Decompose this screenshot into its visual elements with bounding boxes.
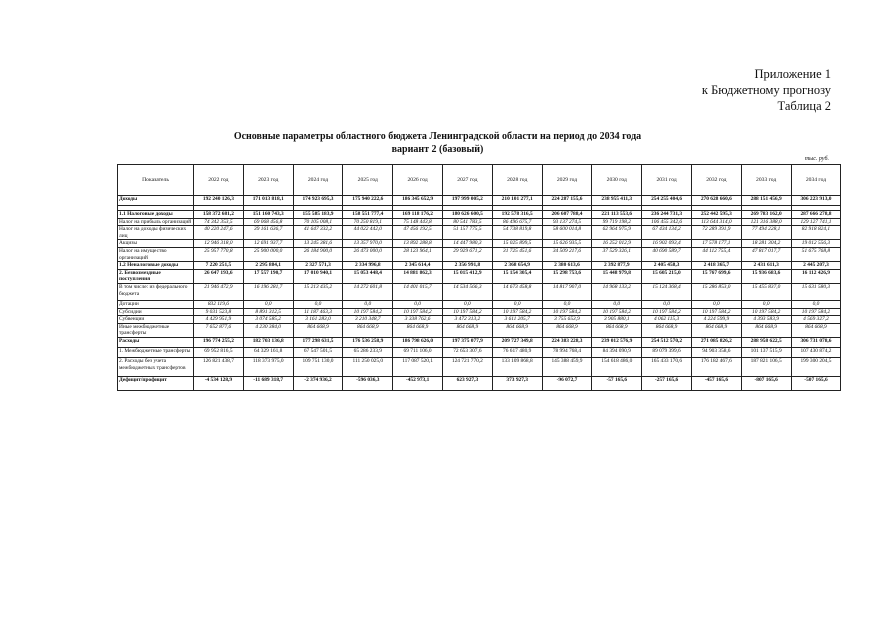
table-body <box>118 196 841 391</box>
table-cell: 74 342 353,5 <box>194 218 244 226</box>
header-year: 2033 год <box>741 165 791 196</box>
table-cell: 206 607 788,4 <box>542 211 592 219</box>
table-cell: 287 666 278,8 <box>791 211 841 219</box>
table-cell: 176 182 467,6 <box>691 357 741 376</box>
table-cell: 14 817 907,0 <box>542 283 592 300</box>
table-cell: 0,0 <box>691 300 741 308</box>
table-cell: 10 197 584,2 <box>691 308 741 316</box>
table-cell: 15 154 305,4 <box>492 269 542 283</box>
table-cell: -257 165,6 <box>642 376 692 390</box>
appendix-line-2: к Бюджетному прогнозу <box>701 83 831 97</box>
table-cell: 15 626 935,5 <box>542 240 592 248</box>
table-cell: 107 430 874,2 <box>791 347 841 357</box>
table-cell: 12 691 937,7 <box>243 240 293 248</box>
table-cell: 864 668,9 <box>542 323 592 337</box>
header-year: 2031 год <box>642 165 692 196</box>
table-cell: 269 783 162,0 <box>741 211 791 219</box>
table-cell: 177 298 631,5 <box>293 337 343 347</box>
table-cell: 94 903 358,6 <box>691 347 741 357</box>
table-row <box>118 337 841 347</box>
table-cell: 15 015 412,9 <box>442 269 492 283</box>
table-cell: 197 999 005,2 <box>442 196 492 206</box>
table-cell: 93 137 274,5 <box>542 218 592 226</box>
header-year: 2028 год <box>492 165 542 196</box>
table-cell: -2 374 936,2 <box>293 376 343 390</box>
table-row <box>118 218 841 226</box>
table-cell: 10 197 584,2 <box>393 308 443 316</box>
table-cell: 40 220 247,6 <box>194 226 244 240</box>
table-cell: 145 388 459,9 <box>542 357 592 376</box>
table-cell: 151 160 743,3 <box>243 211 293 219</box>
table-cell: 26 184 900,0 <box>293 247 343 261</box>
table-cell: 67 547 501,5 <box>293 347 343 357</box>
table-cell: 14 534 566,3 <box>442 283 492 300</box>
budget-table <box>117 164 841 391</box>
table-cell: 133 109 868,8 <box>492 357 542 376</box>
document-subtitle: вариант 2 (базовый) <box>391 144 484 155</box>
table-cell: 65 286 233,9 <box>343 347 393 357</box>
table-cell: 14 447 980,3 <box>442 240 492 248</box>
table-cell: 58 600 014,8 <box>542 226 592 240</box>
table-cell: 238 955 411,3 <box>592 196 642 206</box>
row-label: 1.1 Налоговые доходы <box>118 211 194 219</box>
table-cell: 306 731 078,6 <box>791 337 841 347</box>
table-row <box>118 269 841 283</box>
table-cell: 864 668,9 <box>642 323 692 337</box>
table-cell: 864 668,9 <box>293 323 343 337</box>
table-row <box>118 357 841 376</box>
row-label: Налог на имущество организаций <box>118 247 194 261</box>
table-cell: 10 197 584,2 <box>492 308 542 316</box>
table-cell: 16 196 281,7 <box>243 283 293 300</box>
table-cell: 3 161 283,0 <box>293 316 343 324</box>
table-cell: 15 053 448,4 <box>343 269 393 283</box>
table-cell: 72 289 391,9 <box>691 226 741 240</box>
appendix-block <box>702 66 831 114</box>
table-cell: 154 618 486,0 <box>592 357 642 376</box>
table-cell: 254 512 570,2 <box>642 337 692 347</box>
table-cell: 12 946 318,0 <box>194 240 244 248</box>
table-cell: 155 585 183,9 <box>293 211 343 219</box>
table-cell: 0,0 <box>442 300 492 308</box>
table-cell: 0,0 <box>592 300 642 308</box>
table-cell: 126 821 438,7 <box>194 357 244 376</box>
table-cell: 64 329 161,8 <box>243 347 293 357</box>
table-cell: 16 112 426,9 <box>791 269 841 283</box>
table-cell: 25 900 000,0 <box>243 247 293 261</box>
row-label: Субсидии <box>118 308 194 316</box>
header-year: 2030 год <box>592 165 642 196</box>
table-cell: 44 022 442,0 <box>343 226 393 240</box>
table-cell: 69 952 816,5 <box>194 347 244 357</box>
table-row <box>118 308 841 316</box>
table-cell: 25 957 770,8 <box>194 247 244 261</box>
table-cell: 224 287 155,6 <box>542 196 592 206</box>
table-row <box>118 300 841 308</box>
table-cell: 41 647 332,2 <box>293 226 343 240</box>
table-cell: 86 496 675,7 <box>492 218 542 226</box>
table-cell: -457 165,6 <box>691 376 741 390</box>
table-cell: 187 821 106,5 <box>741 357 791 376</box>
row-label: Дотации <box>118 300 194 308</box>
table-header-row <box>118 165 841 196</box>
table-cell: 169 118 176,2 <box>393 211 443 219</box>
table-cell: -96 072,7 <box>542 376 592 390</box>
table-cell: 69 711 106,0 <box>393 347 443 357</box>
table-cell: 129 127 741,1 <box>791 218 841 226</box>
table-cell: 10 197 584,2 <box>642 308 692 316</box>
table-cell: 158 372 681,2 <box>194 211 244 219</box>
table-cell: 2 431 611,3 <box>741 262 791 270</box>
table-cell: 10 197 584,2 <box>791 308 841 316</box>
table-cell: 4 230 384,0 <box>243 323 293 337</box>
table-cell: 4 393 583,9 <box>741 316 791 324</box>
table-cell: 210 101 277,1 <box>492 196 542 206</box>
table-cell: 174 923 695,3 <box>293 196 343 206</box>
table-cell: 15 286 853,0 <box>691 283 741 300</box>
table-cell: 2 405 458,3 <box>642 262 692 270</box>
table-cell: 8 891 312,5 <box>243 308 293 316</box>
table-cell: 111 250 025,0 <box>343 357 393 376</box>
table-cell: 4 429 951,9 <box>194 316 244 324</box>
table-cell: 70 105 008,1 <box>293 218 343 226</box>
row-label: 1.2 Неналоговые доходы <box>118 262 194 270</box>
table-cell: 239 012 576,9 <box>592 337 642 347</box>
table-cell: 192 240 126,3 <box>194 196 244 206</box>
table-cell: 158 551 777,4 <box>343 211 393 219</box>
table-cell: 76 617 480,9 <box>492 347 542 357</box>
units-label: тыс. руб. <box>804 156 829 162</box>
table-cell: 11 187 463,3 <box>293 308 343 316</box>
table-cell: -807 165,6 <box>741 376 791 390</box>
table-cell: 0,0 <box>492 300 542 308</box>
appendix-line-3: Таблица 2 <box>777 99 831 113</box>
table-cell: 186 345 652,9 <box>393 196 443 206</box>
header-year: 2032 год <box>691 165 741 196</box>
table-cell: 4 569 327,2 <box>791 316 841 324</box>
table-cell: 2 345 614,4 <box>393 262 443 270</box>
table-cell: 10 197 584,2 <box>542 308 592 316</box>
table-cell: 3 074 585,2 <box>243 316 293 324</box>
table-cell: 14 401 015,7 <box>393 283 443 300</box>
table-cell: 62 964 975,9 <box>592 226 642 240</box>
row-label: 1. Межбюджетные трансферты <box>118 347 194 357</box>
row-label: Налог на доходы физических лиц <box>118 226 194 240</box>
table-cell: 2 295 884,1 <box>243 262 293 270</box>
table-cell: 252 442 595,3 <box>691 211 741 219</box>
row-label: Расходы <box>118 337 194 347</box>
table-cell: 3 755 653,9 <box>542 316 592 324</box>
header-year: 2023 год <box>243 165 293 196</box>
table-cell: 47 817 017,7 <box>741 247 791 261</box>
table-row <box>118 316 841 324</box>
header-year: 2024 год <box>293 165 343 196</box>
table-cell: 106 455 342,6 <box>642 218 692 226</box>
table-cell: 77 494 228,1 <box>741 226 791 240</box>
row-label: 2. Расходы без учета межбюджетных трансфертов <box>118 357 194 376</box>
table-cell: 306 223 913,0 <box>791 196 841 206</box>
table-row <box>118 323 841 337</box>
table-cell: 15 124 368,4 <box>642 283 692 300</box>
table-cell: 70 250 819,1 <box>343 218 393 226</box>
table-cell: 7 220 251,5 <box>194 262 244 270</box>
header-year: 2025 год <box>343 165 393 196</box>
table-cell: 26 473 000,0 <box>343 247 393 261</box>
header-year: 2029 год <box>542 165 592 196</box>
table-cell: 2 445 207,3 <box>791 262 841 270</box>
header-year: 2034 год <box>791 165 841 196</box>
table-cell: 80 541 783,5 <box>442 218 492 226</box>
row-label: Иные межбюджетные трансферты <box>118 323 194 337</box>
table-cell: 13 357 970,0 <box>343 240 393 248</box>
row-label: Налог на прибыль организаций <box>118 218 194 226</box>
table-cell: 175 940 222,6 <box>343 196 393 206</box>
table-cell: 4 224 599,9 <box>691 316 741 324</box>
table-cell: 373 927,3 <box>492 376 542 390</box>
table-cell: 15 767 699,6 <box>691 269 741 283</box>
table-cell: 270 628 660,6 <box>691 196 741 206</box>
row-label: Доходы <box>118 196 194 206</box>
row-label: В том числе: из федерального бюджета <box>118 283 194 300</box>
table-cell: 19 012 556,3 <box>791 240 841 248</box>
table-cell: 0,0 <box>293 300 343 308</box>
table-cell: 224 383 228,3 <box>542 337 592 347</box>
table-cell: 2 327 571,3 <box>293 262 343 270</box>
table-row <box>118 247 841 261</box>
table-row <box>118 240 841 248</box>
table-cell: 39 161 636,7 <box>243 226 293 240</box>
table-cell: 16 252 012,9 <box>592 240 642 248</box>
table-cell: 2 334 996,8 <box>343 262 393 270</box>
table-cell: -507 165,6 <box>791 376 841 390</box>
table-cell: 15 298 753,6 <box>542 269 592 283</box>
table-cell: 271 085 826,2 <box>691 337 741 347</box>
row-label: Субвенции <box>118 316 194 324</box>
table-cell: 14 968 133,2 <box>592 283 642 300</box>
table-cell: 10 197 584,2 <box>343 308 393 316</box>
table-cell: 623 927,3 <box>442 376 492 390</box>
table-cell: 171 013 818,1 <box>243 196 293 206</box>
table-cell: 15 448 979,8 <box>592 269 642 283</box>
table-cell: 236 244 731,3 <box>642 211 692 219</box>
table-cell: 864 668,9 <box>343 323 393 337</box>
table-cell: 0,0 <box>343 300 393 308</box>
table-cell: 832 119,6 <box>194 300 244 308</box>
table-cell: 3 905 880,1 <box>592 316 642 324</box>
table-cell: 0,0 <box>741 300 791 308</box>
table-cell: 864 668,9 <box>393 323 443 337</box>
document-title-block <box>0 130 875 156</box>
table-cell: 0,0 <box>393 300 443 308</box>
table-cell: 864 668,9 <box>492 323 542 337</box>
table-cell: -11 689 318,7 <box>243 376 293 390</box>
table-cell: 44 112 755,4 <box>691 247 741 261</box>
table-row <box>118 262 841 270</box>
table-cell: 2 356 991,8 <box>442 262 492 270</box>
header-year: 2026 год <box>393 165 443 196</box>
table-cell: 2 418 365,7 <box>691 262 741 270</box>
table-cell: 124 721 770,2 <box>442 357 492 376</box>
table-cell: 75 148 443,8 <box>393 218 443 226</box>
table-cell: 254 255 404,6 <box>642 196 692 206</box>
table-cell: 3 472 313,2 <box>442 316 492 324</box>
table-cell: 3 210 348,7 <box>343 316 393 324</box>
table-cell: 10 197 584,2 <box>592 308 642 316</box>
table-cell: 864 668,9 <box>791 323 841 337</box>
table-cell: 101 137 515,9 <box>741 347 791 357</box>
table-cell: 26 647 193,6 <box>194 269 244 283</box>
table-cell: -57 165,6 <box>592 376 642 390</box>
table-cell: 69 068 456,8 <box>243 218 293 226</box>
table-cell: 864 668,9 <box>741 323 791 337</box>
table-cell: 113 644 314,0 <box>691 218 741 226</box>
table-cell: 4 062 115,3 <box>642 316 692 324</box>
table-cell: -452 973,1 <box>393 376 443 390</box>
table-cell: 37 529 326,1 <box>592 247 642 261</box>
table-cell: 17 010 940,1 <box>293 269 343 283</box>
table-cell: 14 272 601,8 <box>343 283 393 300</box>
table-cell: 10 197 584,2 <box>442 308 492 316</box>
table-cell: 0,0 <box>642 300 692 308</box>
table-cell: 182 703 136,8 <box>243 337 293 347</box>
table-cell: 118 373 975,0 <box>243 357 293 376</box>
table-cell: 34 509 217,6 <box>542 247 592 261</box>
table-cell: 15 631 580,3 <box>791 283 841 300</box>
table-cell: 176 536 258,9 <box>343 337 393 347</box>
table-cell: 51 675 768,8 <box>791 247 841 261</box>
table-cell: 3 338 762,6 <box>393 316 443 324</box>
table-cell: 165 433 170,6 <box>642 357 692 376</box>
header-year: 2027 год <box>442 165 492 196</box>
table-row <box>118 347 841 357</box>
table-cell: 16 902 093,4 <box>642 240 692 248</box>
table-row <box>118 211 841 219</box>
row-label: 2. Безвозмездные поступления <box>118 269 194 283</box>
table-row <box>118 196 841 206</box>
table-cell: 17 557 190,7 <box>243 269 293 283</box>
table-cell: 2 392 877,9 <box>592 262 642 270</box>
table-cell: 0,0 <box>542 300 592 308</box>
table-cell: 13 245 381,6 <box>293 240 343 248</box>
table-cell: 2 368 654,9 <box>492 262 542 270</box>
table-cell: 89 079 399,6 <box>642 347 692 357</box>
table-cell: 15 936 683,6 <box>741 269 791 283</box>
table-cell: 15 025 899,5 <box>492 240 542 248</box>
table-cell: 67 434 134,2 <box>642 226 692 240</box>
table-cell: 54 738 819,8 <box>492 226 542 240</box>
table-cell: 84 394 090,9 <box>592 347 642 357</box>
table-row <box>118 226 841 240</box>
table-cell: 13 892 288,8 <box>393 240 443 248</box>
table-cell: 29 929 671,2 <box>442 247 492 261</box>
table-row <box>118 376 841 390</box>
appendix-line-1: Приложение 1 <box>754 67 831 81</box>
table-cell: 78 994 768,4 <box>542 347 592 357</box>
table-cell: 28 123 964,1 <box>393 247 443 261</box>
table-cell: 15 605 215,0 <box>642 269 692 283</box>
table-cell: 18 281 304,2 <box>741 240 791 248</box>
table-cell: 121 316 388,0 <box>741 218 791 226</box>
table-cell: 288 151 456,9 <box>741 196 791 206</box>
row-label: Акцизы <box>118 240 194 248</box>
table-cell: 40 690 589,7 <box>642 247 692 261</box>
table-cell: 288 958 622,5 <box>741 337 791 347</box>
table-cell: 117 087 520,1 <box>393 357 443 376</box>
table-cell: 199 300 204,5 <box>791 357 841 376</box>
table-cell: 0,0 <box>243 300 293 308</box>
table-cell: 72 653 307,6 <box>442 347 492 357</box>
table-cell: 186 798 626,0 <box>393 337 443 347</box>
header-year: 2022 год <box>194 165 244 196</box>
document-title: Основные параметры областного бюджета Ленинградской области на период до 2034 года <box>233 131 642 142</box>
table-cell: -4 534 128,9 <box>194 376 244 390</box>
table-cell: 14 673 458,8 <box>492 283 542 300</box>
table-cell: 10 197 584,2 <box>741 308 791 316</box>
row-label: Дефицит/профицит <box>118 376 194 390</box>
header-indicator: Показатель <box>118 165 194 196</box>
table-cell: 99 719 198,2 <box>592 218 642 226</box>
table-cell: -596 036,3 <box>343 376 393 390</box>
table-cell: 864 668,9 <box>442 323 492 337</box>
table-cell: 0,0 <box>791 300 841 308</box>
table-cell: 51 157 775,5 <box>442 226 492 240</box>
table-cell: 7 652 877,6 <box>194 323 244 337</box>
table-cell: 3 611 205,7 <box>492 316 542 324</box>
table-cell: 864 668,9 <box>691 323 741 337</box>
table-cell: 197 375 077,9 <box>442 337 492 347</box>
table-cell: 864 668,9 <box>592 323 642 337</box>
table-cell: 17 578 177,1 <box>691 240 741 248</box>
table-cell: 15 213 435,2 <box>293 283 343 300</box>
table-cell: 47 456 192,5 <box>393 226 443 240</box>
table-cell: 196 774 255,2 <box>194 337 244 347</box>
table-cell: 221 113 553,6 <box>592 211 642 219</box>
table-cell: 2 380 613,6 <box>542 262 592 270</box>
table-cell: 31 725 451,6 <box>492 247 542 261</box>
table-cell: 21 946 472,9 <box>194 283 244 300</box>
table-cell: 14 881 862,3 <box>393 269 443 283</box>
table-row <box>118 283 841 300</box>
table-cell: 180 626 600,5 <box>442 211 492 219</box>
table-cell: 9 031 523,8 <box>194 308 244 316</box>
table-cell: 82 918 824,1 <box>791 226 841 240</box>
table-cell: 192 578 316,5 <box>492 211 542 219</box>
table-cell: 109 751 130,0 <box>293 357 343 376</box>
table-cell: 209 727 349,8 <box>492 337 542 347</box>
table-cell: 15 455 837,0 <box>741 283 791 300</box>
